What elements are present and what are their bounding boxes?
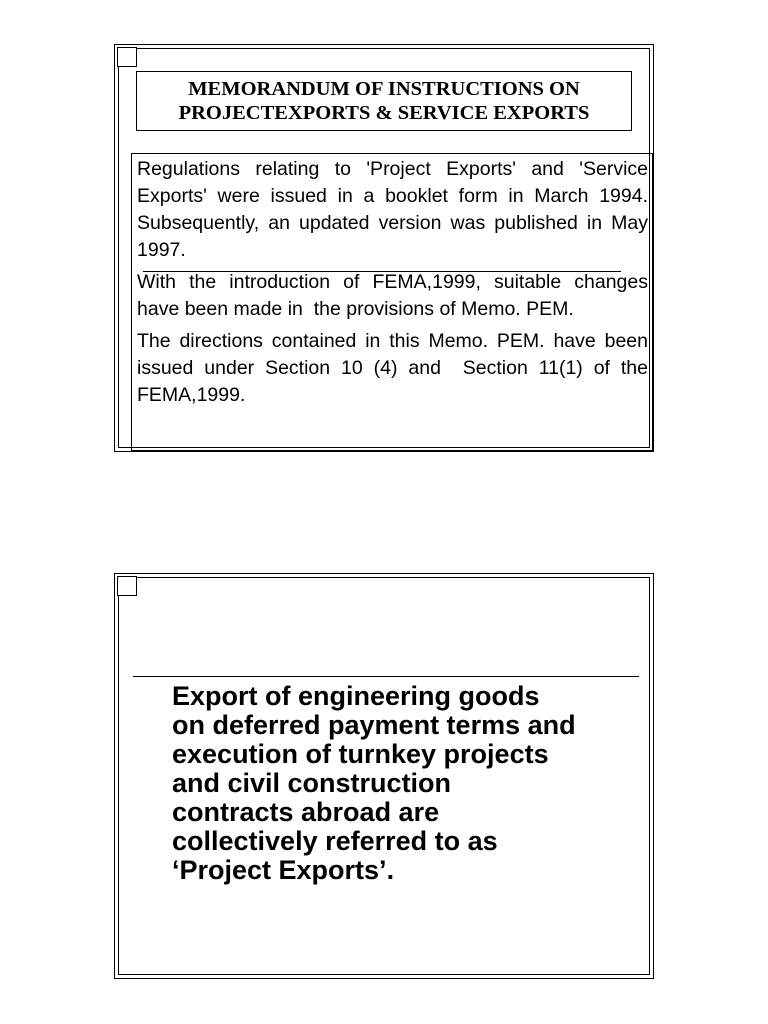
- slide-corner-marker: [117, 576, 137, 596]
- slide-project-exports-definition: [114, 573, 654, 979]
- slide-title-line-2: PROJECTEXPORTS & SERVICE EXPORTS: [178, 102, 590, 124]
- title-divider-line: [133, 676, 639, 677]
- definition-text: Export of engineering goods on deferred payment terms and execution of turnkey projects and civil construction contracts abroad are collectively referred to as ‘Project Exports’.: [172, 681, 576, 885]
- slide-memorandum: [114, 44, 654, 452]
- paragraph-divider: [143, 271, 621, 272]
- paragraph-fema-changes: With the introduction of FEMA,1999, suitable changes have been made in the provisions of Memo. PEM.: [137, 271, 654, 320]
- paragraph-directions: The directions contained in this Memo. PEM. have been issued under Section 10 (4) and Section 11(1) of the FEMA,1999.: [137, 330, 654, 406]
- slide-title-line-1: MEMORANDUM OF INSTRUCTIONS ON: [188, 78, 580, 100]
- slide-title: [136, 71, 632, 131]
- slide-body-text: [131, 153, 653, 451]
- slide-corner-marker: [117, 47, 137, 67]
- paragraph-regulations: Regulations relating to 'Project Exports' and 'Service Exports' were issued in a booklet form in March 1994. Subsequently, an updated version was published in May 1997.: [137, 158, 654, 261]
